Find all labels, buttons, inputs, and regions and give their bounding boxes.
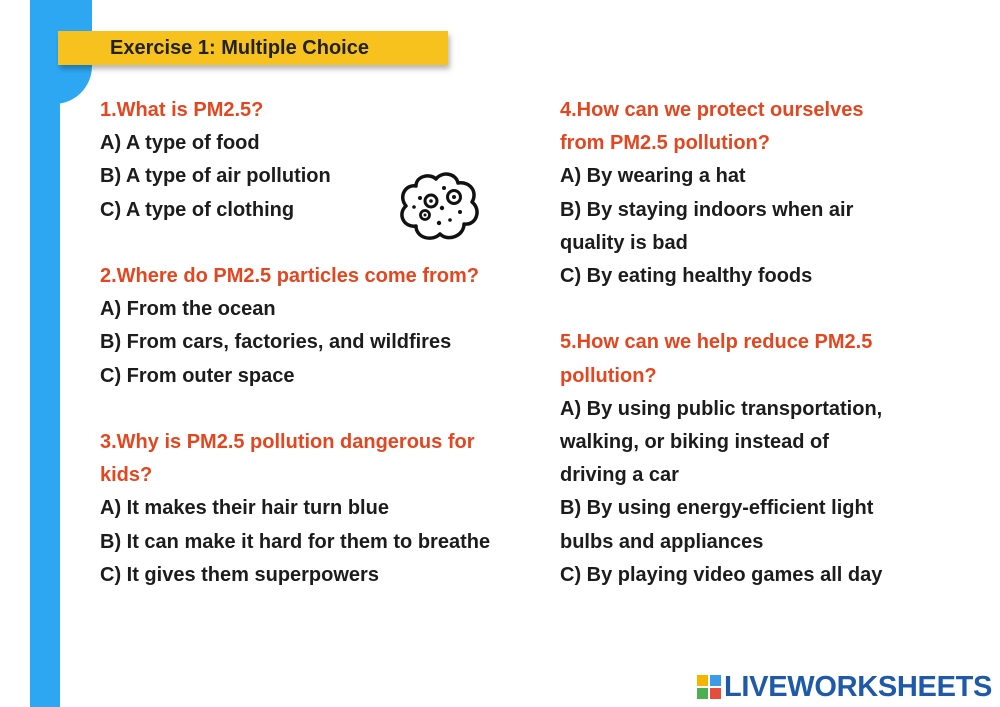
question-column-left bbox=[100, 94, 545, 592]
answer-option[interactable]: C) By eating healthy foods bbox=[560, 265, 813, 288]
answer-option[interactable]: B) By using energy-efficient light bbox=[560, 497, 874, 520]
answer-option[interactable]: A) By using public transportation, bbox=[560, 397, 883, 420]
question-text: 1.What is PM2.5? bbox=[100, 99, 264, 121]
side-bar bbox=[30, 0, 60, 707]
question-text: from PM2.5 pollution? bbox=[560, 132, 770, 155]
particle-cluster-icon bbox=[394, 170, 484, 244]
question-block bbox=[560, 326, 940, 592]
question-block bbox=[100, 426, 545, 592]
answer-option[interactable]: A) It makes their hair turn blue bbox=[100, 497, 389, 520]
question-block bbox=[560, 94, 940, 293]
answer-option[interactable]: B) From cars, factories, and wildfires bbox=[100, 331, 452, 354]
question-text: 2.Where do PM2.5 particles come from? bbox=[100, 265, 479, 287]
answer-option-continued[interactable]: driving a car bbox=[560, 464, 679, 487]
page-title: Exercise 1: Multiple Choice bbox=[110, 37, 369, 59]
question-text: pollution? bbox=[560, 364, 657, 387]
answer-option-continued[interactable]: bulbs and appliances bbox=[560, 530, 764, 553]
answer-option[interactable]: A) From the ocean bbox=[100, 298, 276, 321]
logo-text: LIVEWORKSHEETS bbox=[724, 671, 993, 703]
answer-option[interactable]: B) It can make it hard for them to breathe bbox=[100, 530, 491, 553]
question-block bbox=[100, 260, 545, 393]
question-text: 4.How can we protect ourselves bbox=[560, 99, 864, 121]
question-text: 3.Why is PM2.5 pollution dangerous for bbox=[100, 431, 475, 453]
question-text: kids? bbox=[100, 464, 153, 487]
answer-option-continued[interactable]: quality is bad bbox=[560, 231, 688, 254]
answer-option[interactable]: A) By wearing a hat bbox=[560, 165, 746, 188]
spacer bbox=[100, 393, 545, 426]
question-text: 5.How can we help reduce PM2.5 bbox=[560, 331, 873, 354]
answer-option[interactable]: B) By staying indoors when air bbox=[560, 198, 854, 221]
answer-option[interactable]: A) A type of food bbox=[100, 132, 260, 155]
answer-option[interactable]: C) It gives them superpowers bbox=[100, 563, 379, 586]
answer-option[interactable]: C) A type of clothing bbox=[100, 198, 295, 221]
spacer bbox=[560, 293, 940, 326]
answer-option[interactable]: B) A type of air pollution bbox=[100, 165, 331, 188]
answer-option[interactable]: C) By playing video games all day bbox=[560, 563, 883, 586]
answer-option-continued[interactable]: walking, or biking instead of bbox=[560, 431, 829, 454]
answer-option[interactable]: C) From outer space bbox=[100, 364, 295, 387]
liveworksheets-logo-icon bbox=[697, 675, 721, 699]
question-column-right bbox=[560, 94, 940, 592]
